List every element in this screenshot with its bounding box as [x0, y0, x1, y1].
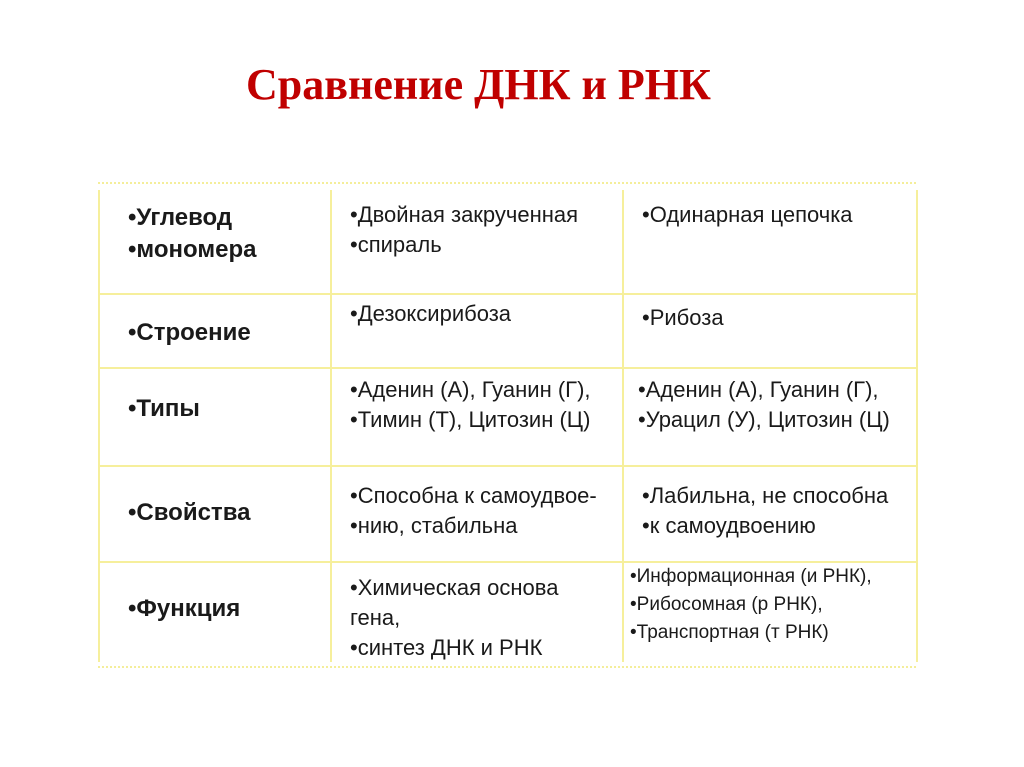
table-row	[99, 294, 917, 368]
dna-cell-text	[350, 200, 578, 260]
rna-line: •Рибоза	[642, 305, 724, 330]
row-label-line: •Функция	[128, 595, 241, 622]
dna-line: •Тимин (Т), Цитозин (Ц)	[350, 407, 591, 432]
rna-cell	[623, 466, 917, 562]
dna-cell-text	[350, 299, 511, 329]
rna-cell	[623, 190, 917, 294]
dna-line: •Химическая основа	[350, 575, 559, 600]
dna-line: •синтез ДНК и РНК	[350, 635, 543, 660]
dna-line: •спираль	[350, 232, 442, 257]
rna-cell-text	[642, 303, 724, 333]
row-label-cell	[99, 368, 331, 466]
dna-line: •Двойная закрученная	[350, 202, 579, 227]
rna-cell-text	[642, 481, 888, 541]
rna-line: •Информационная (и РНК),	[630, 566, 872, 587]
rna-line: •Рибосомная (р РНК),	[630, 594, 823, 615]
dna-line: гена,	[350, 605, 401, 630]
row-label	[128, 593, 240, 625]
row-label-line: •мономера	[128, 236, 257, 263]
dna-cell	[331, 368, 623, 466]
rna-cell	[623, 294, 917, 368]
table-row	[99, 466, 917, 562]
row-label-cell	[99, 466, 331, 562]
row-label-line: •Типы	[128, 395, 200, 422]
dna-cell	[331, 466, 623, 562]
dna-cell	[331, 294, 623, 368]
row-label-cell	[99, 190, 331, 294]
dna-line: •Аденин (А), Гуанин (Г),	[350, 377, 591, 402]
rna-cell-text	[638, 375, 890, 435]
row-label-cell	[99, 562, 331, 662]
row-label	[128, 393, 200, 425]
rna-cell	[623, 562, 917, 662]
dna-cell-text	[350, 481, 597, 541]
rna-cell	[623, 368, 917, 466]
dna-line: •Способна к самоудвое-	[350, 483, 597, 508]
row-label	[128, 202, 256, 266]
rna-line: •Аденин (А), Гуанин (Г),	[638, 377, 879, 402]
row-label-line: •Строение	[128, 319, 251, 346]
table-row	[99, 562, 917, 662]
rna-line: •Урацил (У), Цитозин (Ц)	[638, 407, 890, 432]
rna-line: •Одинарная цепочка	[642, 202, 853, 227]
rna-cell-text	[642, 200, 853, 230]
dna-cell-text	[350, 375, 591, 435]
row-label-cell	[99, 294, 331, 368]
rna-cell-text	[630, 563, 872, 647]
rna-line: •Лабильна, не способна	[642, 483, 889, 508]
table-row	[99, 368, 917, 466]
rna-line: •к самоудвоению	[642, 513, 816, 538]
comparison-table	[98, 190, 918, 662]
dna-cell	[331, 190, 623, 294]
dna-line: •нию, стабильна	[350, 513, 518, 538]
rna-line: •Транспортная (т РНК)	[630, 622, 829, 643]
row-label	[128, 317, 251, 349]
table-row	[99, 190, 917, 294]
dna-cell-text	[350, 573, 558, 663]
row-label	[128, 497, 250, 529]
comparison-table-container	[98, 182, 916, 668]
dna-cell	[331, 562, 623, 662]
row-label-line: •Углевод	[128, 204, 233, 231]
row-label-line: •Свойства	[128, 499, 251, 526]
slide-title: Сравнение ДНК и РНК	[246, 60, 711, 109]
dna-line: •Дезоксирибоза	[350, 301, 512, 326]
